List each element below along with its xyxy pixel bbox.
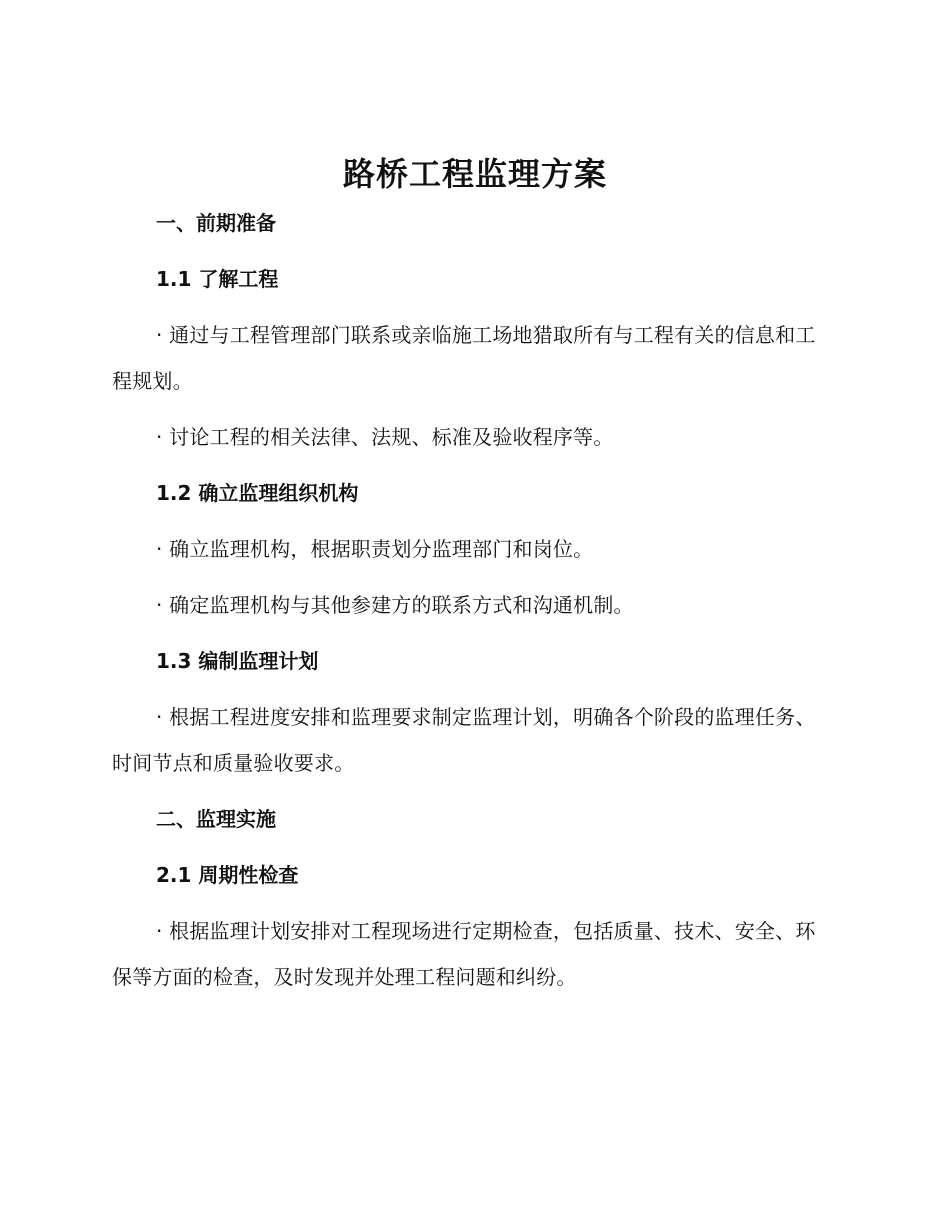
paragraph: · 根据监理计划安排对工程现场进行定期检查，包括质量、技术、安全、环保等方面的检查，及时发现并处理工程问题和纠纷。 bbox=[112, 919, 816, 989]
subsection-heading-1-3: 1.3 编制监理计划 bbox=[156, 649, 319, 673]
paragraph: · 确立监理机构，根据职责划分监理部门和岗位。 bbox=[156, 537, 594, 561]
document-body bbox=[112, 200, 832, 1010]
subsection-heading-1-2: 1.2 确立监理组织机构 bbox=[156, 481, 359, 505]
subsection-heading-2-1: 2.1 周期性检查 bbox=[156, 863, 299, 887]
paragraph: · 根据工程进度安排和监理要求制定监理计划，明确各个阶段的监理任务、时间节点和质量验收要求。 bbox=[112, 705, 816, 775]
section-heading-implementation: 二、监理实施 bbox=[156, 807, 276, 831]
section-heading-preparation: 一、前期准备 bbox=[156, 211, 276, 235]
document-title: 路桥工程监理方案 bbox=[342, 155, 607, 193]
paragraph: · 讨论工程的相关法律、法规、标准及验收程序等。 bbox=[156, 425, 614, 449]
paragraph: · 确定监理机构与其他参建方的联系方式和沟通机制。 bbox=[156, 593, 634, 617]
subsection-heading-1-1: 1.1 了解工程 bbox=[156, 267, 279, 291]
paragraph: · 通过与工程管理部门联系或亲临施工场地猎取所有与工程有关的信息和工程规划。 bbox=[112, 323, 816, 393]
